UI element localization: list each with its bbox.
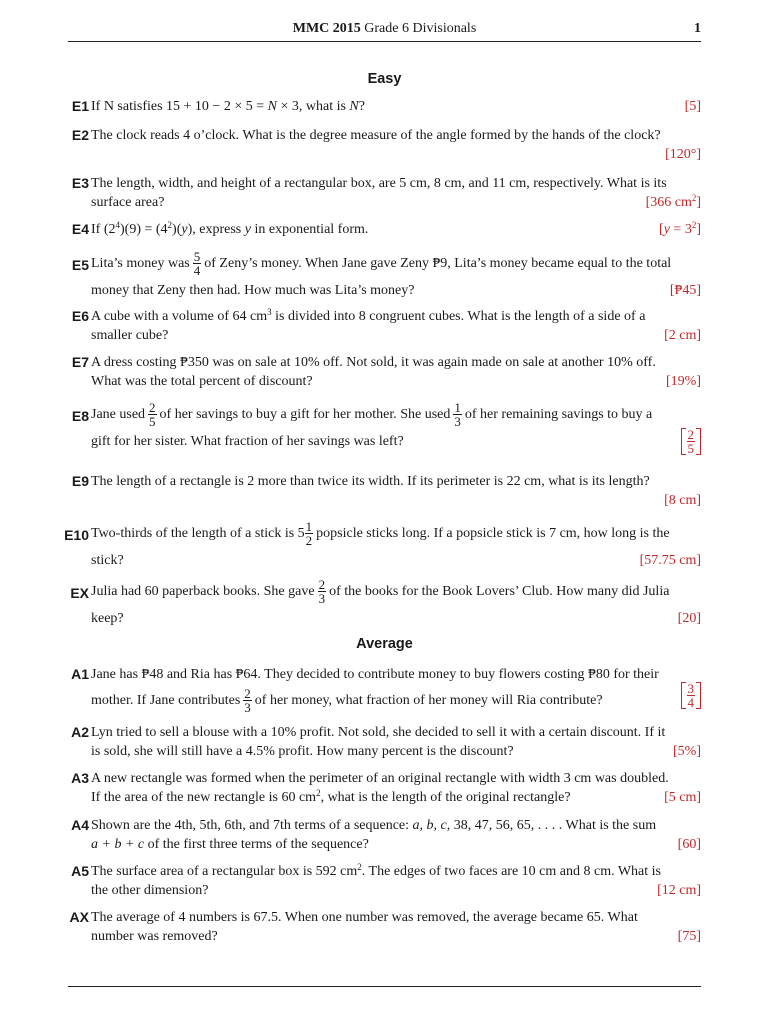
answer: [366 $cm^2$] <box>645 193 701 210</box>
problem-text: A dress costing ₱350 was on sale at 10% off. Not sold, it was again made on sale at another 10% off. What was the total percent of discount? [19%] <box>91 355 701 389</box>
problem-text: A new rectangle was formed when the perimeter of an original rectangle with width 3 cm was doubled. If the area of the new rectangle is 60 $cm^2$, what is the length of the original rectangle? [5 cm] <box>91 771 701 805</box>
fraction: $\frac{2}{5}$ <box>149 400 156 430</box>
problem-text: Jane used $\frac{2}{5}$ of her savings to buy a gift for her mother. She used $\frac{1}{3}$ of her remaining savings to buy a gift for her sister. What fraction of her savings was left? 2 5 <box>91 398 701 451</box>
answer: [20] <box>677 611 701 626</box>
problem-id: E2 <box>71 127 89 143</box>
section-title-easy: Easy <box>367 71 402 87</box>
problem-text: Two-thirds of the length of a stick is 5 $\frac{1}{2}$ popsicle sticks long. If a popsicle stick is 7 cm, how long is the stick? [57.75 cm] <box>91 519 701 568</box>
problem-text: Julia had 60 paperback books. She gave $\frac{2}{3}$ of the books for the Book Lovers’ Club. How many did Julia keep? [20] <box>91 577 701 626</box>
problem-a4 <box>68 816 701 854</box>
problem-a1 <box>68 665 701 718</box>
answer: 3 4 <box>681 682 702 709</box>
header-title: MMC 2015 Grade 6 Divisionals <box>292 21 477 36</box>
problem-id: AX <box>69 909 89 925</box>
running-header <box>68 21 701 41</box>
problem-e7 <box>68 353 701 391</box>
problem-e1 <box>68 97 701 116</box>
problem-text: The length of a rectangle is 2 more than twice its width. If its perimeter is 22 cm, what is its length? [8 cm] <box>91 474 701 508</box>
problem-id: E8 <box>71 408 89 424</box>
problem-e8 <box>68 398 701 456</box>
problem-text: The length, width, and height of a rectangular box, are 5 cm, 8 cm, and 11 cm, respectively. What is its surface area? [366 $cm^2$] <box>91 176 701 210</box>
answer: [₱45] <box>669 283 701 298</box>
footer-rule <box>68 986 701 987</box>
problem-id: A5 <box>71 863 89 879</box>
problem-text: Shown are the 4th, 5th, 6th, and 7th terms of a sequence: a, b, c, 38, 47, 56, 65, . . . . What is the sum a + b + c of the first three terms of the sequence? [60] <box>91 818 701 852</box>
fraction: $\frac{5}{4}$ <box>193 249 201 279</box>
fraction: $\frac{1}{3}$ <box>454 400 461 430</box>
problem-ax <box>68 908 701 946</box>
answer: [120°] <box>665 147 701 162</box>
header-rule <box>68 41 701 42</box>
problem-id: E4 <box>71 221 89 237</box>
document-page <box>64 0 701 1024</box>
problem-e6 <box>68 307 701 345</box>
problem-text: The clock reads 4 o’clock. What is the degree measure of the angle formed by the hands of the clock? [120°] <box>91 128 701 162</box>
answer: [2 cm] <box>664 328 701 343</box>
answer: [57.75 cm] <box>639 553 701 568</box>
problem-id: A4 <box>71 817 89 833</box>
problem-text: Jane has ₱48 and Ria has ₱64. They decided to contribute money to buy flowers costing ₱80 for their mother. If Jane contributes $\frac{2}{3}$ of her money, what fraction of her money will Ria contribute? 3 4 <box>91 665 701 718</box>
answer: [12 cm] <box>657 883 701 898</box>
problem-text: A cube with a volume of 64 $cm^3$ is divided into 8 congruent cubes. What is the length of a side of a smaller cube? [2 cm] <box>91 307 701 343</box>
problem-e4 <box>68 220 701 239</box>
problem-e10 <box>64 517 701 570</box>
fraction: $\frac{1}{2}$ <box>305 519 313 549</box>
problem-text: Lita’s money was $\frac{5}{4}$ of Zeny’s money. When Jane gave Zeny ₱9, Lita’s money became equal to the total money that Zeny then had. How much was Lita’s money? [₱45] <box>91 249 701 298</box>
problem-e3 <box>68 174 701 212</box>
answer: [8 cm] <box>664 493 701 508</box>
problem-a2 <box>68 723 701 761</box>
problem-text: If $(2^4)(9) = (4^2)(y)$, express y in exponential form. $[y = 3^2]$ <box>91 220 701 237</box>
problem-ex <box>68 575 701 628</box>
problem-e5 <box>68 247 701 300</box>
answer: [60] <box>677 837 701 852</box>
problem-a5 <box>68 862 701 900</box>
problem-text: If N satisfies 15 + 10 − 2 × 5 = N × 3, what is N? [5] <box>91 99 701 114</box>
answer: [75] <box>677 929 701 944</box>
problem-text: Lyn tried to sell a blouse with a 10% profit. Not sold, she decided to sell it with a certain discount. If it is sold, she will still have a 4.5% profit. How many percent is the discount? [5%] <box>91 725 701 759</box>
problem-id: E10 <box>64 527 89 543</box>
problem-e2 <box>68 126 701 164</box>
fraction: $\frac{2}{3}$ <box>244 686 251 716</box>
answer: [5] <box>684 99 701 114</box>
answer: 2 5 <box>681 428 702 455</box>
answer: [5%] <box>673 744 701 759</box>
answer: $[y = 3^2]$ <box>659 220 701 237</box>
problem-id: E1 <box>71 98 89 114</box>
problem-e9 <box>68 472 701 510</box>
problem-id: E5 <box>71 257 89 273</box>
section-title-average: Average <box>356 636 413 652</box>
problem-id: A2 <box>71 724 89 740</box>
page-number: 1 <box>694 21 701 36</box>
problem-id: E7 <box>71 354 89 370</box>
answer: [19%] <box>666 374 701 389</box>
problem-id: A3 <box>71 770 89 786</box>
problem-a3 <box>68 769 701 807</box>
problem-text: The surface area of a rectangular box is 592 $cm^2$. The edges of two faces are 10 cm and 8 cm. What is the other dimension? [12 cm] <box>91 862 701 898</box>
problem-id: E6 <box>71 308 89 324</box>
answer: [5 cm] <box>664 790 701 805</box>
problem-id: EX <box>70 585 89 601</box>
problem-id: E3 <box>71 175 89 191</box>
problem-id: E9 <box>71 473 89 489</box>
problem-text: The average of 4 numbers is 67.5. When one number was removed, the average became 65. What number was removed? [75] <box>91 910 701 944</box>
problem-id: A1 <box>71 666 89 682</box>
fraction: $\frac{2}{3}$ <box>318 577 326 607</box>
